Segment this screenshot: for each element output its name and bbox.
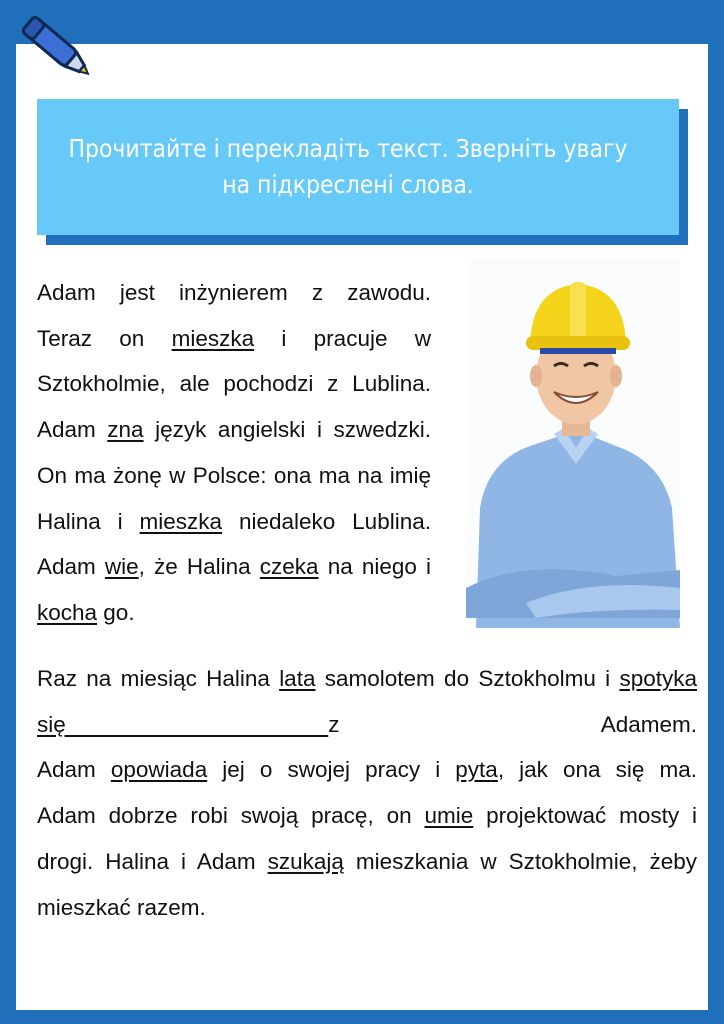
underlined-word: spotyka [619,666,697,691]
underlined-word: czeka [259,554,319,580]
text-segment: na niego i [318,554,431,580]
paragraph2-line [37,656,697,702]
text-segment: mieszkania w Sztokholmie, żeby [343,848,697,874]
paragraph1-line [37,544,431,590]
text-segment: niedaleko Lublina. [222,508,431,534]
engineer-photo [466,258,680,628]
engineer-illustration [466,258,680,628]
text-segment: projektować mosty i [473,803,698,829]
text-segment: , jak ona się ma. [497,757,698,783]
underlined-word: szukają [267,848,344,874]
paragraph2-line [37,747,697,793]
paragraph1-line [37,453,431,499]
paragraph1-line [37,407,431,453]
instruction-text: Прочитайте і перекладіть текст. Зверніть увагу на підкреслені слова. [68,134,628,199]
paragraph1-line [37,361,431,407]
underlined-word: mieszka [139,508,223,534]
text-segment: samolotem do Sztokholmu i [315,666,620,691]
text-segment: język angielski i szwedzki. [143,417,431,443]
paragraph2-line [37,885,697,931]
text-segment: , że Halina [138,554,260,580]
paragraph1-line [37,316,431,362]
text-segment: Adam [37,417,108,443]
text-segment: Sztokholmie, ale pochodzi z Lublina. [37,371,431,397]
paragraph1-line [37,270,431,316]
underlined-word: kocha [37,599,98,625]
text-segment: Adam [37,554,105,580]
text-segment: Adam jest inżynierem z zawodu. [37,280,431,305]
underlined-word: się [37,711,329,737]
underlined-word: mieszka [171,325,255,351]
text-segment: Halina i [37,508,140,534]
underlined-word: lata [279,666,316,691]
paragraph2-line [37,793,697,839]
paragraph2-line [37,702,697,748]
underlined-word: opowiada [110,757,208,783]
underlined-word: wie [104,554,139,580]
text-segment: Adam [37,757,111,783]
text-segment: i pracuje w [254,325,431,351]
text-segment: Raz na miesiąc Halina [37,666,280,691]
underlined-word: zna [107,417,144,443]
paragraph-2 [37,656,697,930]
text-segment: z Adamem. [328,711,697,737]
underlined-word: umie [424,803,474,829]
underlined-word: pyta [455,757,498,783]
instruction-banner [37,99,679,235]
text-segment: Adam dobrze robi swoją pracę, on [37,803,425,829]
text-segment: On ma żonę w Polsce: ona ma na imię [37,462,431,488]
paragraph-1 [37,270,431,636]
paragraph1-line [37,499,431,545]
text-segment: jej o swojej pracy i [207,757,456,783]
text-segment: go. [97,599,135,625]
marker-pen-icon [10,6,100,86]
text-segment: mieszkać razem. [37,894,206,920]
text-segment: drogi. Halina i Adam [37,848,268,874]
paragraph1-line [37,590,431,636]
text-segment: Teraz on [37,325,172,351]
paragraph2-line [37,839,697,885]
